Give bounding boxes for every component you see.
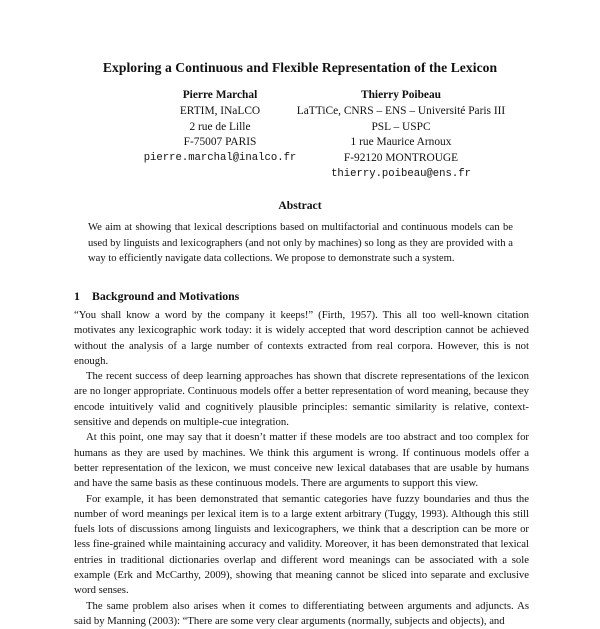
abstract-text: We aim at showing that lexical descriptions based on multifactorial and continuous models can be used by linguists and lexicographers (and not only by machines) so long as they are provided with a way to efficiently navigate data collections. We propose to demonstrate such a system. (88, 222, 513, 264)
author-name: Pierre Marchal (182, 89, 258, 101)
author-city: F-75007 PARIS (183, 136, 257, 149)
author-block-poibeau (276, 88, 526, 183)
author-email: pierre.marchal@inalco.fr (143, 152, 297, 165)
paragraph: The recent success of deep learning approaches has shown that discrete representations of the lexicon are no longer appropriate. Continuous models offer a better representation of word meaning, because they encode intuitively valid and cognitively plausible principles: semantic similarity is relative, context-sensitive and depends on multiple-cue integration. (74, 370, 529, 429)
section-title-text: Background and Motivations (92, 289, 240, 303)
section-heading (74, 289, 239, 304)
abstract-heading: Abstract (278, 199, 322, 212)
author-name: Thierry Poibeau (360, 89, 442, 101)
paper-title: Exploring a Continuous and Flexible Representation of the Lexicon (102, 60, 498, 75)
section-body (74, 308, 529, 629)
author-affiliation-2: PSL – USPC (371, 120, 431, 133)
paragraph: “You shall know a word by the company it keeps!” (Firth, 1957). This all too well-known citation motivates any lexicographic work today: it is widely accepted that word description cannot be achieved without the analysis of a large number of contexts extracted from real corpora. However, this is not enough. (74, 309, 529, 367)
paragraph: At this point, one may say that it doesn’t matter if these models are too abstract and too complex for humans as they are used by machines. We think this argument is wrong. If continuous models offer a better representation of the lexicon, we must conceive new lexical databases that are usable by humans and have the same basis as these continuous models. There are arguments to support this view. (74, 431, 529, 490)
section-number: 1 (74, 289, 80, 303)
author-affiliation: ERTIM, INaLCO (179, 104, 261, 117)
author-city: F-92120 MONTROUGE (343, 152, 459, 165)
author-email: thierry.poibeau@ens.fr (331, 167, 471, 180)
paragraph: The same problem also arises when it comes to differentiating between arguments and adjuncts. As said by Manning (2003): “There are some very clear arguments (normally, subjects and objects), and (74, 599, 529, 627)
author-address: 1 rue Maurice Arnoux (350, 136, 452, 149)
author-affiliation: LaTTiCe, CNRS – ENS – Université Paris III (296, 104, 506, 117)
paragraph: For example, it has been demonstrated that semantic categories have fuzzy boundaries and thus the number of word meanings per lexical item is to a large extent arbitrary (Tuggy, 1993). Although this still fuels lots of discussions among linguists and lexicographers, we think that a description can be more or less fine-grained while maintaining accuracy and validity. Moreover, it has been demonstrated that lexical entries in traditional dictionaries overlap and different word meanings can be associated with a sole example (Erk and McCarthy, 2009), showing that meaning cannot be sliced into separate and exclusive word senses. (74, 492, 529, 597)
author-address: 2 rue de Lille (189, 120, 251, 133)
